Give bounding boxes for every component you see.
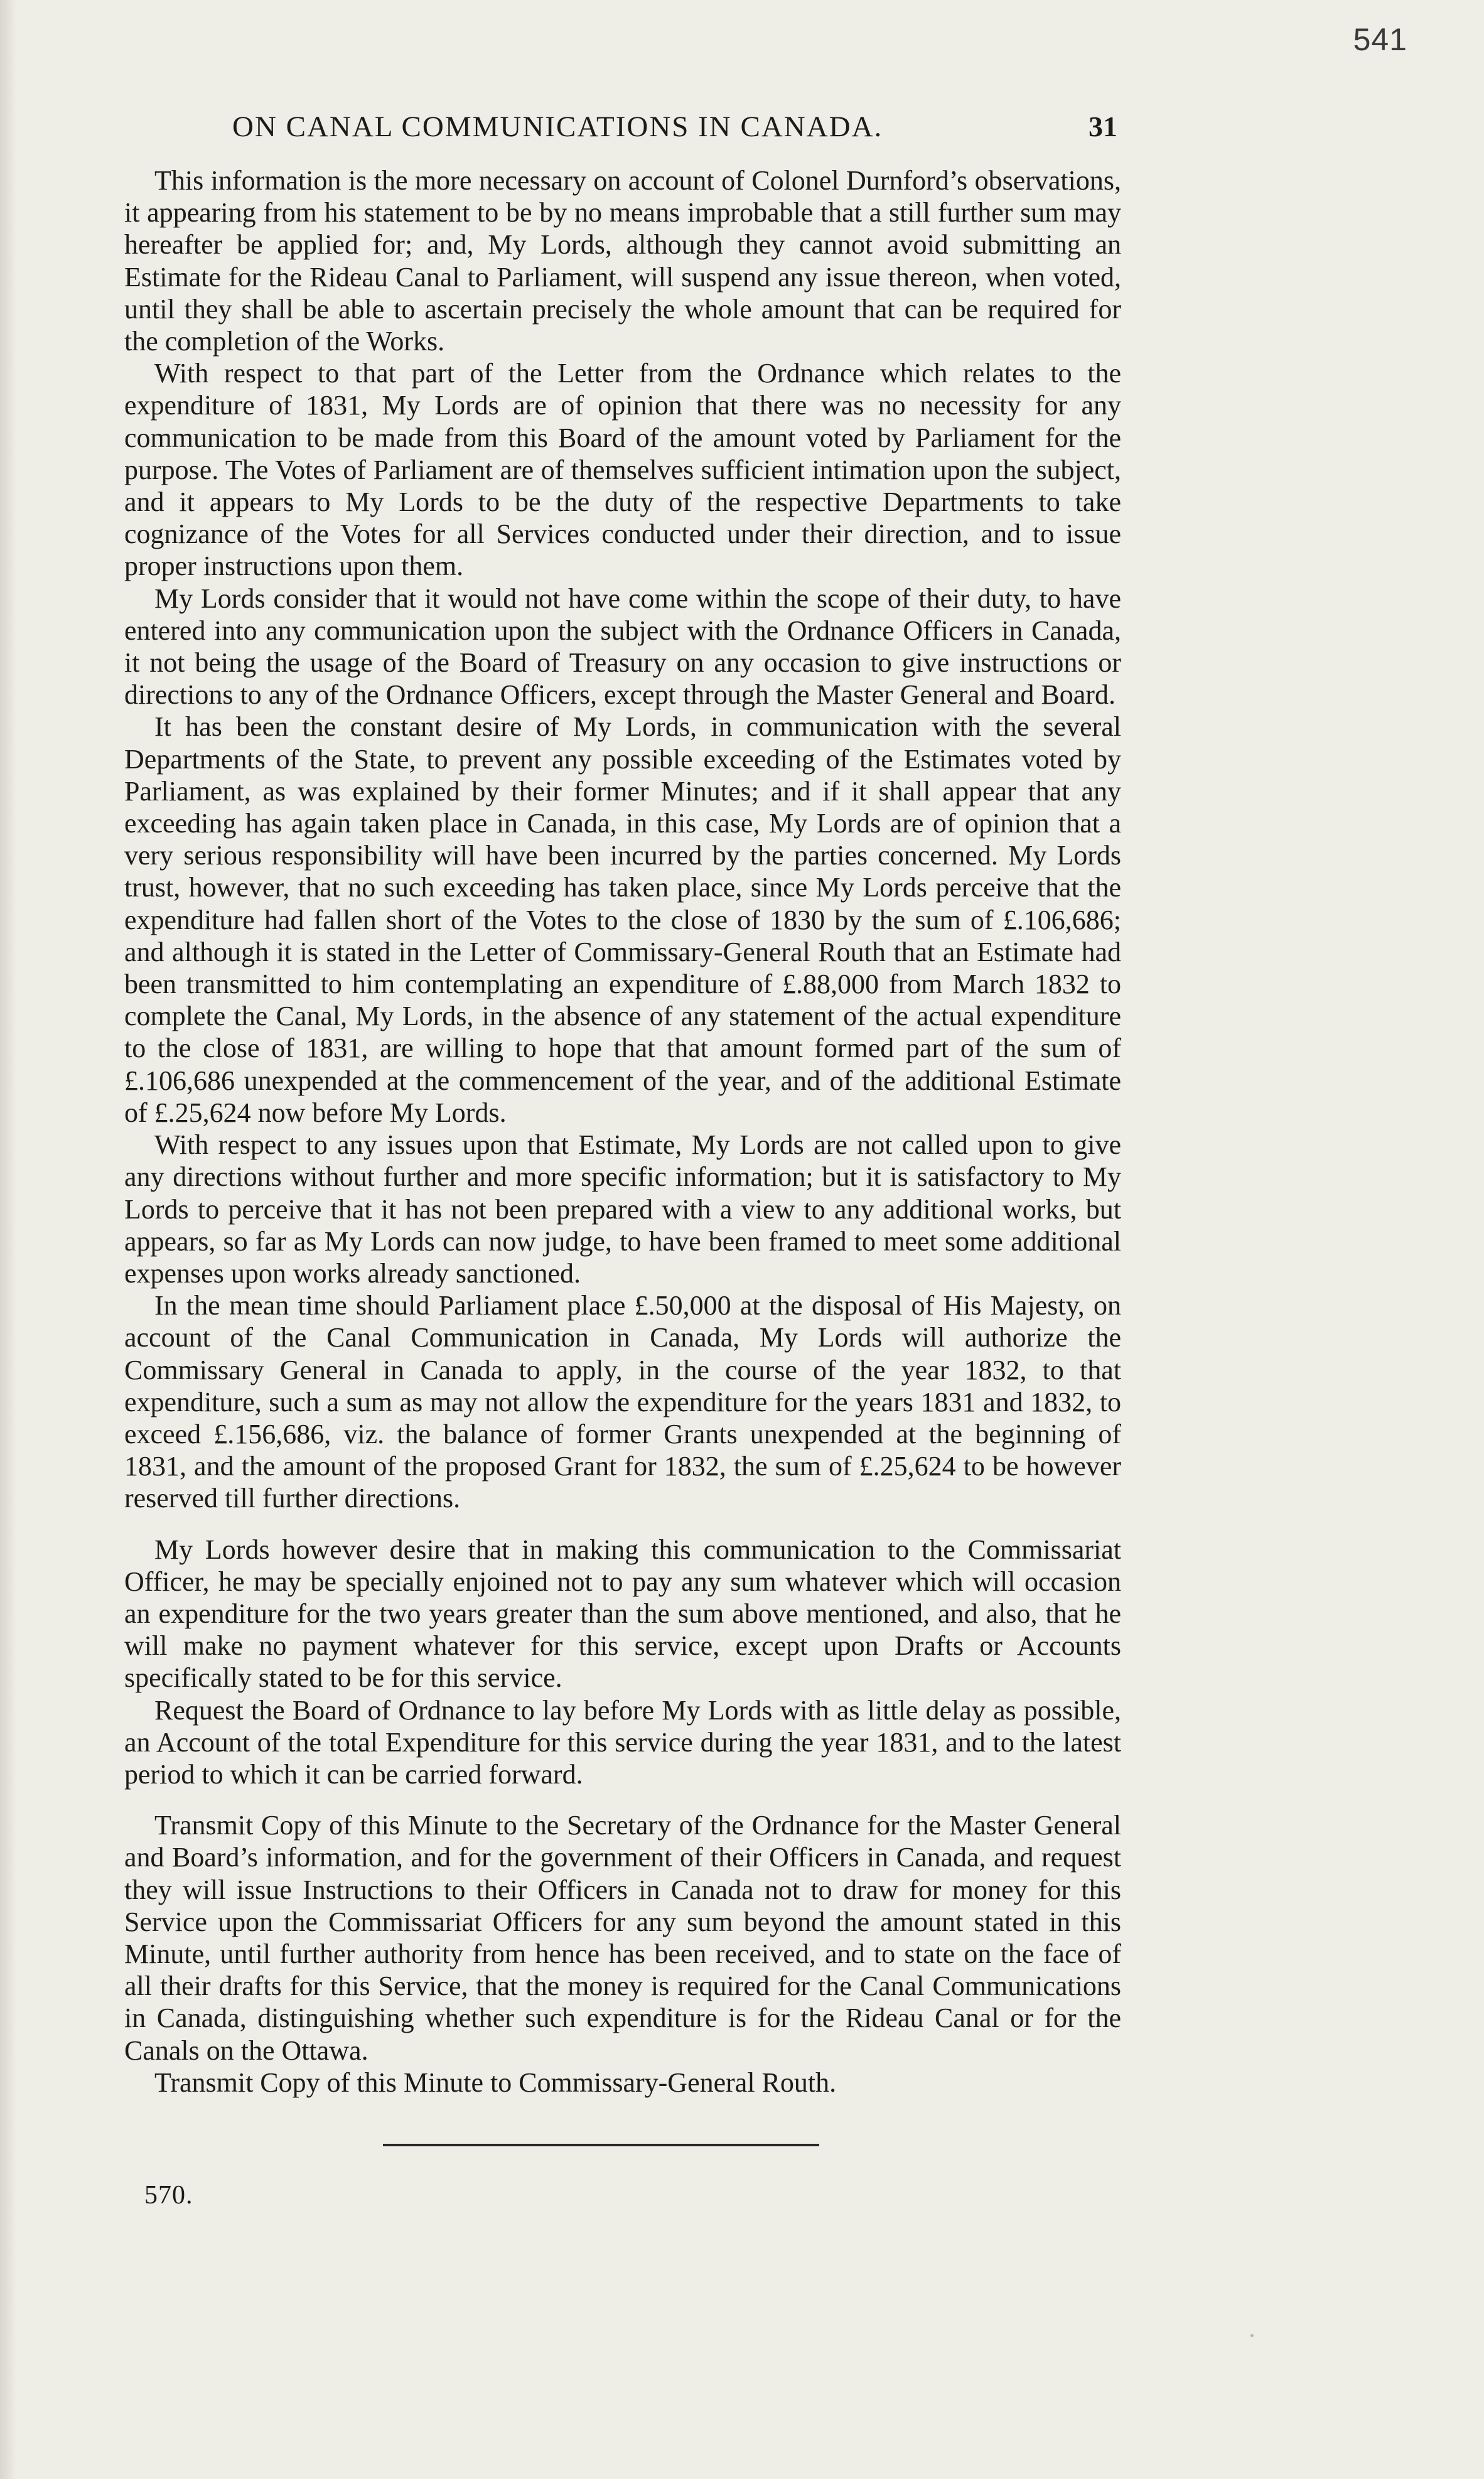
paragraph: It has been the constant desire of My Lords, in communication with the several Departments of the State, to prevent any possible exceeding of the Estimates voted by Parliament, as was explained by their former Minutes; and if it shall appear that any exceeding has again taken place in Canada, in this case, My Lords are of opinion that a very serious responsibility will have been incurred by the parties concerned. My Lords trust, however, that no such exceeding has taken place, since My Lords perceive that the expenditure had fallen short of the Votes to the close of 1830 by the sum of £.106,686; and although it is stated in the Letter of Commissary-General Routh that an Estimate had been transmitted to him contemplating an expenditure of £.88,000 from March 1832 to complete the Canal, My Lords, in the absence of any statement of the actual expenditure to the close of 1831, are willing to hope that that amount formed part of the sum of £.106,686 unexpended at the commencement of the year, and of the additional Estimate of £.25,624 now before My Lords.	[124, 711, 1121, 1128]
running-head	[232, 110, 1117, 154]
page-number: 31	[1089, 110, 1117, 143]
footer-number: 570.	[144, 2181, 193, 2210]
paragraph: Transmit Copy of this Minute to Commissary-General Routh.	[154, 2067, 837, 2098]
paper-speck	[1250, 2334, 1254, 2337]
paragraph: My Lords however desire that in making this communication to the Commissariat Officer, he may be specially enjoined not to pay any sum whatever which will occasion an expenditure for the two years greater than the sum above mentioned, and also, that he will make no payment whatever for this service, except upon Drafts or Accounts specifically stated to be for this service.	[124, 1534, 1121, 1694]
page-gutter-shadow	[0, 0, 16, 2479]
paragraph: With respect to that part of the Letter from the Ordnance which relates to the expenditure of 1831, My Lords are of opinion that there was no necessity for any communication to be made from this Board of the amount voted by Parliament for the purpose. The Votes of Parliament are of themselves sufficient intimation upon the subject, and it appears to My Lords to be the duty of the respective Departments to take cognizance of the Votes for all Services conducted under their direction, and to issue proper instructions upon them.	[124, 358, 1121, 582]
archive-page-number: 541	[1353, 22, 1407, 57]
section-rule	[383, 2144, 819, 2146]
running-title: ON CANAL COMMUNICATIONS IN CANADA.	[232, 110, 883, 143]
paragraph: Request the Board of Ordnance to lay before My Lords with as little delay as possible, an Account of the total Expenditure for this service during the year 1831, and to the latest period to which it can be carried forward.	[124, 1694, 1121, 1790]
paragraph: This information is the more necessary on account of Colonel Durnford’s observations, it appearing from his statement to be by no means improbable that a still further sum may hereafter be applied for; and, My Lords, although they cannot avoid submitting an Estimate for the Rideau Canal to Parliament, will suspend any issue thereon, when voted, until they shall be able to ascertain precisely the whole amount that can be required for the completion of the Works.	[124, 165, 1121, 357]
paragraph: With respect to any issues upon that Estimate, My Lords are not called upon to give any directions without further and more specific information; but it is satisfactory to My Lords to perceive that it has not been prepared with a view to any additional works, but appears, so far as My Lords can now judge, to have been framed to meet some additional expenses upon works already sanctioned.	[124, 1129, 1121, 1289]
paragraph: My Lords consider that it would not have come within the scope of their duty, to have entered into any communication upon the subject with the Ordnance Officers in Canada, it not being the usage of the Board of Treasury on any occasion to give instructions or directions to any of the Ordnance Officers, except through the Master General and Board.	[124, 583, 1121, 711]
body-text	[124, 164, 1121, 2099]
paragraph: Transmit Copy of this Minute to the Secretary of the Ordnance for the Master General and Board’s information, and for the government of their Officers in Canada, and request they will issue Instructions to their Officers in Canada not to draw for money for this Service upon the Commissariat Officers for any sum beyond the amount stated in this Minute, until further authority from hence has been received, and to state on the face of all their drafts for this Service, that the money is required for the Canal Communications in Canada, distinguishing whether such expenditure is for the Rideau Canal or for the Canals on the Ottawa.	[124, 1810, 1121, 2066]
paragraph: In the mean time should Parliament place £.50,000 at the disposal of His Majesty, on account of the Canal Communication in Canada, My Lords will authorize the Commissary General in Canada to apply, in the course of the year 1832, to that expenditure, such a sum as may not allow the expenditure for the years 1831 and 1832, to exceed £.156,686, viz. the balance of former Grants unexpended at the beginning of 1831, and the amount of the proposed Grant for 1832, the sum of £.25,624 to be however reserved till further directions.	[124, 1290, 1121, 1514]
